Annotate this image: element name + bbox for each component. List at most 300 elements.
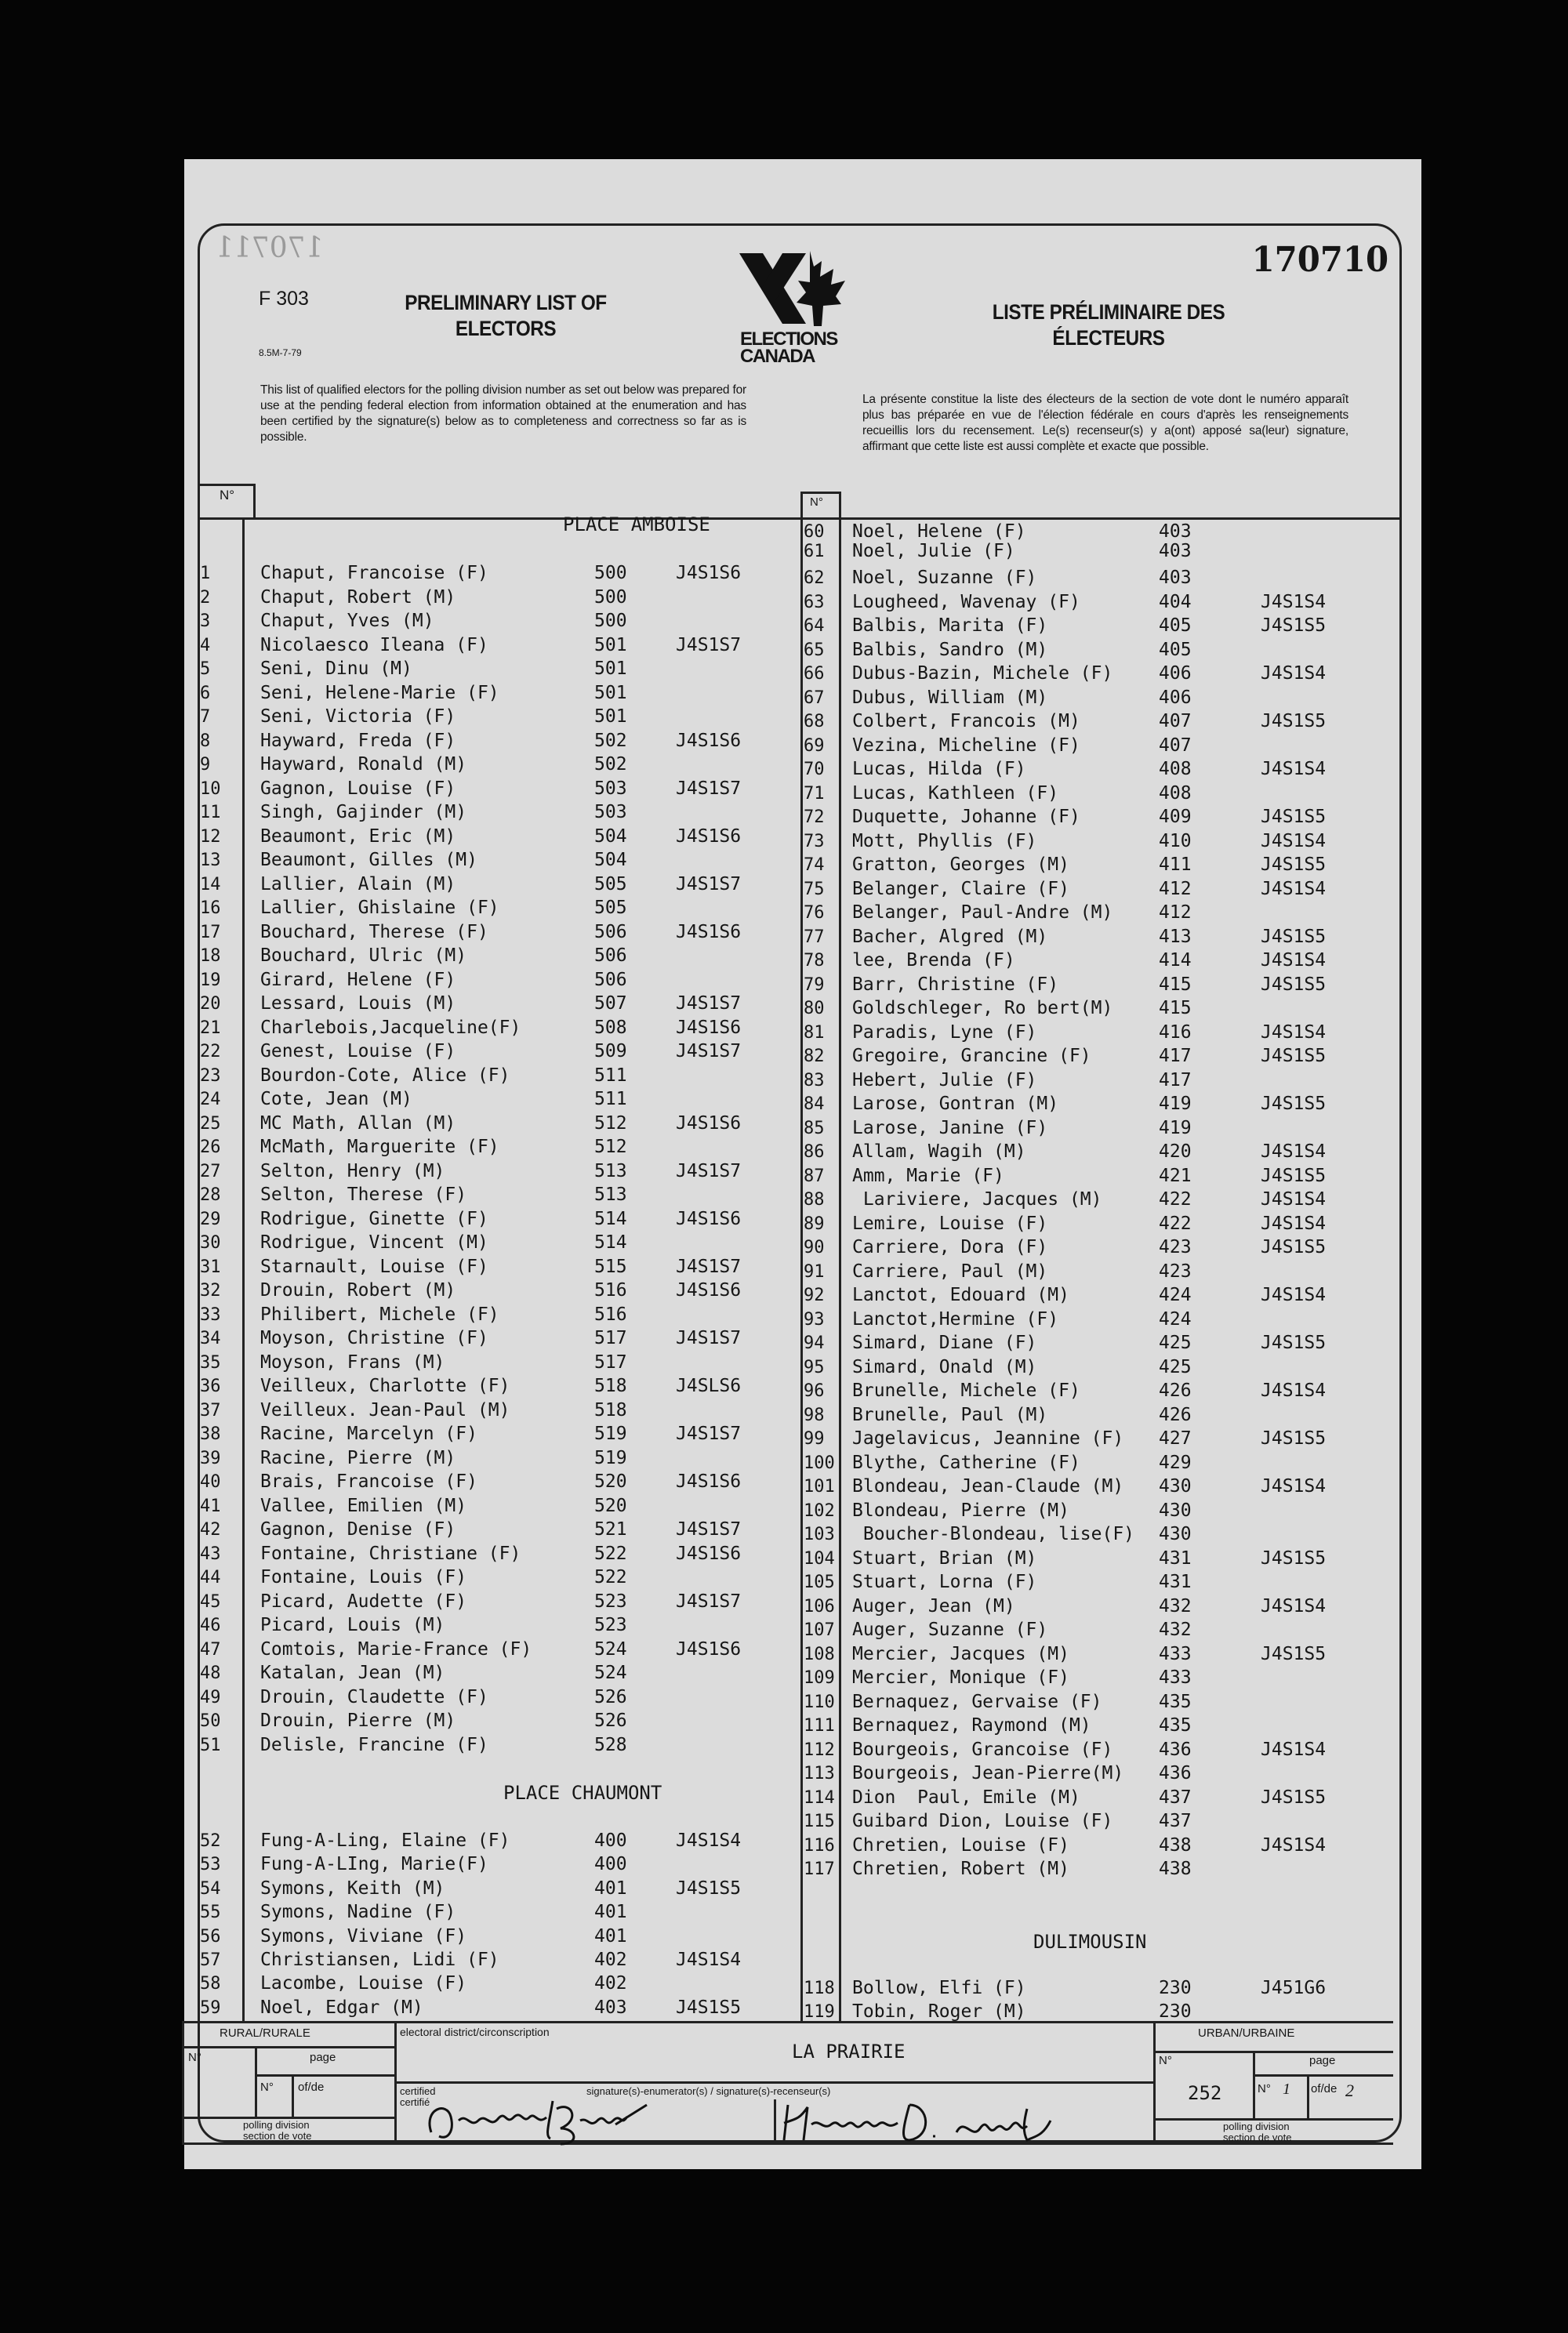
left-number-divider xyxy=(242,517,245,2021)
elector-name: Picard, Louis (M) xyxy=(260,1615,445,1635)
elector-address-number: 430 xyxy=(1159,1476,1192,1497)
elector-address-number: 406 xyxy=(1159,687,1192,708)
elector-name: Lariviere, Jacques (M) xyxy=(852,1189,1102,1210)
elector-name: Tobin, Roger (M) xyxy=(852,2001,1026,2022)
elector-number: 61 xyxy=(804,542,825,561)
elector-address-number: 511 xyxy=(594,1089,627,1109)
elector-name: Fontaine, Christiane (F) xyxy=(260,1543,521,1564)
logo-text-line-2: CANADA xyxy=(740,346,815,367)
rural-polling-label-1: polling division xyxy=(243,2119,310,2131)
elector-number: 62 xyxy=(804,568,825,588)
elector-address-number: 415 xyxy=(1159,998,1192,1018)
elector-postal-code: J4S1S7 xyxy=(676,1041,742,1061)
elector-number: 76 xyxy=(804,903,825,923)
elector-name: Hebert, Julie (F) xyxy=(852,1069,1037,1090)
elector-address-number: 521 xyxy=(594,1519,627,1540)
elector-address-number: 423 xyxy=(1159,1261,1192,1282)
elector-name: Starnault, Louise (F) xyxy=(260,1256,488,1277)
signature-label: signature(s)-enumerator(s) / signature(s)-recenseur(s) xyxy=(586,2085,831,2097)
elector-number: 74 xyxy=(804,855,825,875)
title-en xyxy=(379,290,633,342)
certified-label-2: certifié xyxy=(400,2096,430,2108)
elector-number: 51 xyxy=(200,1735,221,1755)
elector-number: 95 xyxy=(804,1357,825,1377)
elector-address-number: 501 xyxy=(594,682,627,703)
elector-name: Brunelle, Paul (M) xyxy=(852,1404,1048,1425)
elector-number: 89 xyxy=(804,1214,825,1234)
elector-name: Jagelavicus, Jeannine (F) xyxy=(852,1428,1124,1449)
elector-number: 87 xyxy=(804,1166,825,1186)
elector-address-number: 426 xyxy=(1159,1381,1192,1401)
elector-number: 4 xyxy=(200,635,211,655)
elector-address-number: 400 xyxy=(594,1830,627,1851)
rural-of-label: of/de xyxy=(298,2081,325,2094)
elector-name: Girard, Helene (F) xyxy=(260,969,456,990)
elector-name: Brunelle, Michele (F) xyxy=(852,1381,1080,1401)
elector-name: Christiansen, Lidi (F) xyxy=(260,1950,499,1970)
elector-address-number: 501 xyxy=(594,659,627,679)
elector-postal-code: J4S1S5 xyxy=(1261,711,1327,731)
elector-name: Selton, Therese (F) xyxy=(260,1185,467,1205)
section-heading: DULIMOUSIN xyxy=(1033,1931,1147,1953)
elector-name: Stuart, Lorna (F) xyxy=(852,1572,1037,1592)
elector-address-number: 408 xyxy=(1159,759,1192,779)
elector-number: 90 xyxy=(804,1238,825,1257)
urban-box-divider xyxy=(1153,2021,1156,2143)
elector-address-number: 417 xyxy=(1159,1046,1192,1066)
elector-name: Drouin, Robert (M) xyxy=(260,1280,456,1301)
elector-address-number: 506 xyxy=(594,921,627,942)
elector-address-number: 427 xyxy=(1159,1428,1192,1449)
elector-number: 57 xyxy=(200,1950,221,1970)
elector-name: Cote, Jean (M) xyxy=(260,1089,412,1109)
elector-name: Rodrigue, Ginette (F) xyxy=(260,1208,488,1229)
urban-page-number: 1 xyxy=(1283,2081,1290,2098)
elector-address-number: 401 xyxy=(594,1902,627,1923)
elector-name: Carriere, Paul (M) xyxy=(852,1261,1048,1282)
urban-polling-label-2: section de vote xyxy=(1223,2132,1292,2143)
elector-postal-code: J4S1S4 xyxy=(1261,1739,1327,1760)
elector-address-number: 505 xyxy=(594,873,627,894)
elector-address-number: 520 xyxy=(594,1471,627,1492)
elector-number: 7 xyxy=(200,707,211,727)
elector-address-number: 506 xyxy=(594,969,627,990)
elector-address-number: 400 xyxy=(594,1854,627,1875)
elector-number: 108 xyxy=(804,1644,835,1664)
elector-name: Blondeau, Pierre (M) xyxy=(852,1500,1069,1521)
elector-address-number: 512 xyxy=(594,1112,627,1134)
elector-address-number: 526 xyxy=(594,1686,627,1707)
elector-address-number: 412 xyxy=(1159,878,1192,899)
elector-postal-code: J4S1S7 xyxy=(676,1256,742,1277)
elector-number: 91 xyxy=(804,1261,825,1282)
elector-number: 52 xyxy=(200,1831,221,1851)
elector-name: Gregoire, Grancine (F) xyxy=(852,1046,1091,1066)
elector-name: Bourdon-Cote, Alice (F) xyxy=(260,1065,510,1086)
elector-name: Lacombe, Louise (F) xyxy=(260,1973,467,1994)
rural-polling-label-2: section de vote xyxy=(243,2130,312,2142)
elector-address-number: 438 xyxy=(1159,1859,1192,1879)
elector-postal-code: J4S1S5 xyxy=(1261,1787,1327,1808)
print-code: 8.5M-7-79 xyxy=(259,347,302,358)
elector-address-number: 522 xyxy=(594,1567,627,1587)
elector-name: Symons, Viviane (F) xyxy=(260,1925,467,1947)
elector-name: Mercier, Monique (F) xyxy=(852,1667,1069,1688)
elector-number: 13 xyxy=(200,851,221,870)
elector-postal-code: J4S1S6 xyxy=(676,563,742,583)
elector-number: 68 xyxy=(804,712,825,731)
elector-postal-code: J4S1S5 xyxy=(1261,926,1327,947)
elector-address-number: 526 xyxy=(594,1711,627,1731)
elector-number: 33 xyxy=(200,1304,221,1325)
elector-name: Noel, Julie (F) xyxy=(852,541,1015,561)
elector-number: 2 xyxy=(200,587,211,608)
elector-name: Bernaquez, Gervaise (F) xyxy=(852,1691,1102,1712)
elector-name: Mercier, Jacques (M) xyxy=(852,1643,1069,1664)
elector-address-number: 420 xyxy=(1159,1141,1192,1162)
elector-number: 26 xyxy=(200,1137,221,1157)
elector-address-number: 424 xyxy=(1159,1285,1192,1305)
elector-name: Chaput, Robert (M) xyxy=(260,586,456,608)
elector-address-number: 520 xyxy=(594,1495,627,1516)
elector-address-number: 513 xyxy=(594,1185,627,1205)
elector-postal-code: J4S1S5 xyxy=(1261,974,1327,995)
elector-number: 82 xyxy=(804,1047,825,1066)
urban-page-total: 2 xyxy=(1345,2081,1354,2100)
elector-address-number: 519 xyxy=(594,1424,627,1444)
elector-address-number: 415 xyxy=(1159,974,1192,995)
elector-postal-code: J4S1S4 xyxy=(1261,1021,1327,1043)
elector-postal-code: J4S1S4 xyxy=(1261,1213,1327,1234)
elector-name: Racine, Pierre (M) xyxy=(260,1447,456,1468)
elector-number: 16 xyxy=(200,898,221,918)
elector-number: 39 xyxy=(200,1448,221,1468)
elector-name: Lucas, Kathleen (F) xyxy=(852,782,1059,804)
elector-address-number: 437 xyxy=(1159,1811,1192,1831)
urban-rule xyxy=(1153,2051,1393,2053)
elector-name: Symons, Keith (M) xyxy=(260,1878,445,1899)
elector-number: 38 xyxy=(200,1424,221,1444)
elector-number: 25 xyxy=(200,1113,221,1134)
elector-address-number: 405 xyxy=(1159,615,1192,636)
elector-number: 114 xyxy=(804,1787,835,1808)
elector-number: 42 xyxy=(200,1520,221,1540)
elector-address-number: 430 xyxy=(1159,1500,1192,1521)
elector-postal-code: J451G6 xyxy=(1261,1978,1327,1998)
elector-name: Balbis, Sandro (M) xyxy=(852,639,1048,660)
elector-number: 14 xyxy=(200,874,221,894)
elector-address-number: 408 xyxy=(1159,782,1192,804)
elector-address-number: 432 xyxy=(1159,1620,1192,1640)
elector-name: Stuart, Brian (M) xyxy=(852,1547,1037,1569)
elector-name: Mott, Phyllis (F) xyxy=(852,830,1037,851)
elector-postal-code: J4S1S4 xyxy=(1261,878,1327,899)
elector-address-number: 422 xyxy=(1159,1189,1192,1210)
certified-label-1: certified xyxy=(400,2085,436,2097)
elector-name: Bacher, Algred (M) xyxy=(852,926,1048,947)
elector-number: 93 xyxy=(804,1309,825,1330)
rural-page-label: page xyxy=(310,2051,336,2064)
elector-name: Nicolaesco Ileana (F) xyxy=(260,634,488,655)
title-fr-line-1: LISTE PRÉLIMINAIRE DES xyxy=(992,300,1225,324)
elector-name: Lemire, Louise (F) xyxy=(852,1213,1048,1234)
elector-number: 99 xyxy=(804,1429,825,1449)
elector-address-number: 500 xyxy=(594,586,627,608)
elector-number: 102 xyxy=(804,1500,835,1521)
elector-address-number: 515 xyxy=(594,1256,627,1277)
rural-rule xyxy=(182,2046,394,2048)
elector-number: 110 xyxy=(804,1692,835,1712)
stamped-number: 170711 xyxy=(216,232,324,264)
elector-postal-code: J4S1S7 xyxy=(676,778,742,799)
elector-postal-code: J4S1S7 xyxy=(676,1591,742,1612)
elector-postal-code: J4S1S5 xyxy=(1261,615,1327,636)
elector-postal-code: J4S1S6 xyxy=(676,730,742,751)
elector-number: 21 xyxy=(200,1018,221,1038)
elector-postal-code: J4S1S7 xyxy=(676,634,742,655)
elector-name: Lanctot, Edouard (M) xyxy=(852,1285,1069,1305)
elector-name: Noel, Suzanne (F) xyxy=(852,568,1037,588)
elector-name: MC Math, Allan (M) xyxy=(260,1112,456,1134)
no-box-top-left xyxy=(198,484,256,486)
elector-postal-code: J4S1S6 xyxy=(676,825,742,847)
elector-name: Simard, Diane (F) xyxy=(852,1333,1037,1353)
elector-address-number: 438 xyxy=(1159,1834,1192,1856)
urban-page-rule xyxy=(1253,2074,1393,2077)
elector-number: 55 xyxy=(200,1903,221,1923)
elector-name: Drouin, Claudette (F) xyxy=(260,1686,488,1707)
elector-postal-code: J4SLS6 xyxy=(676,1376,742,1396)
elector-number: 43 xyxy=(200,1544,221,1564)
title-fr-line-2: ÉLECTEURS xyxy=(1052,326,1165,350)
serial-number: 170710 xyxy=(1251,240,1389,280)
elector-address-number: 431 xyxy=(1159,1572,1192,1592)
no-header-left: N° xyxy=(220,488,235,503)
elector-name: Bourgeois, Jean-Pierre(M) xyxy=(852,1763,1124,1783)
elector-postal-code: J4S1S5 xyxy=(1261,854,1327,875)
elector-postal-code: J4S1S7 xyxy=(676,1328,742,1348)
elector-number: 50 xyxy=(200,1711,221,1731)
elector-number: 58 xyxy=(200,1974,221,1994)
elector-name: Chaput, Francoise (F) xyxy=(260,563,488,583)
urban-page-no-label: N° xyxy=(1258,2082,1271,2095)
elector-address-number: 502 xyxy=(594,754,627,775)
elector-number: 48 xyxy=(200,1664,221,1683)
elector-name: Blondeau, Jean-Claude (M) xyxy=(852,1476,1124,1497)
elector-name: Gagnon, Denise (F) xyxy=(260,1519,456,1540)
elector-number: 81 xyxy=(804,1022,825,1043)
elector-address-number: 516 xyxy=(594,1304,627,1325)
elector-number: 101 xyxy=(804,1477,835,1497)
elector-number: 28 xyxy=(200,1185,221,1205)
elector-address-number: 500 xyxy=(594,611,627,631)
elector-number: 111 xyxy=(804,1716,835,1736)
elector-name: Simard, Onald (M) xyxy=(852,1356,1037,1377)
elector-postal-code: J4S1S6 xyxy=(676,1112,742,1134)
elector-number: 35 xyxy=(200,1352,221,1373)
elector-address-number: 416 xyxy=(1159,1021,1192,1043)
elector-postal-code: J4S1S4 xyxy=(1261,950,1327,971)
elector-address-number: 412 xyxy=(1159,902,1192,923)
elector-postal-code: J4S1S4 xyxy=(1261,1834,1327,1856)
elector-name: Seni, Dinu (M) xyxy=(260,659,412,679)
urban-polling-number: 252 xyxy=(1188,2082,1222,2104)
elector-postal-code: J4S1S5 xyxy=(676,1997,742,2018)
elector-number: 5 xyxy=(200,659,211,679)
elector-name: Bouchard, Ulric (M) xyxy=(260,945,467,966)
no-header-right: N° xyxy=(810,495,823,509)
elector-address-number: 436 xyxy=(1159,1763,1192,1783)
elector-postal-code: J4S1S7 xyxy=(676,1424,742,1444)
elector-name: Selton, Henry (M) xyxy=(260,1160,445,1181)
elector-name: Blythe, Catherine (F) xyxy=(852,1452,1080,1473)
elector-address-number: 523 xyxy=(594,1591,627,1612)
elector-name: Lessard, Louis (M) xyxy=(260,993,456,1014)
elector-number: 69 xyxy=(804,735,825,756)
elector-address-number: 406 xyxy=(1159,663,1192,684)
elector-number: 104 xyxy=(804,1548,835,1569)
section-heading: PLACE AMBOISE xyxy=(563,513,710,535)
elector-name: Guibard Dion, Louise (F) xyxy=(852,1811,1113,1831)
elector-address-number: 409 xyxy=(1159,807,1192,827)
elector-number: 60 xyxy=(804,522,825,542)
elector-postal-code: J4S1S4 xyxy=(1261,830,1327,851)
elector-number: 34 xyxy=(200,1329,221,1348)
rural-page-divider xyxy=(292,2074,294,2117)
elector-address-number: 230 xyxy=(1159,1978,1192,1998)
elector-postal-code: J4S1S5 xyxy=(1261,1547,1327,1569)
elector-name: Dion Paul, Emile (M) xyxy=(852,1787,1080,1808)
elector-name: Gratton, Georges (M) xyxy=(852,854,1069,875)
elector-address-number: 509 xyxy=(594,1041,627,1061)
elector-name: Chretien, Robert (M) xyxy=(852,1859,1069,1879)
elector-name: lee, Brenda (F) xyxy=(852,950,1015,971)
elector-address-number: 431 xyxy=(1159,1547,1192,1569)
elector-postal-code: J4S1S7 xyxy=(676,993,742,1014)
elector-postal-code: J4S1S6 xyxy=(676,1471,742,1492)
rural-page-no-label: N° xyxy=(260,2081,274,2094)
elector-postal-code: J4S1S4 xyxy=(1261,1141,1327,1162)
elector-number: 41 xyxy=(200,1496,221,1516)
no-box-top-right xyxy=(800,492,841,494)
elector-name: Belanger, Paul-Andre (M) xyxy=(852,902,1113,923)
elector-number: 32 xyxy=(200,1281,221,1301)
elector-name: McMath, Marguerite (F) xyxy=(260,1137,499,1157)
elector-number: 98 xyxy=(804,1405,825,1425)
elector-address-number: 410 xyxy=(1159,830,1192,851)
district-value: LA PRAIRIE xyxy=(792,2041,906,2063)
elector-address-number: 513 xyxy=(594,1160,627,1181)
elector-name: Hayward, Freda (F) xyxy=(260,730,456,751)
elector-number: 1 xyxy=(200,564,211,583)
elector-name: Drouin, Pierre (M) xyxy=(260,1711,456,1731)
elector-address-number: 504 xyxy=(594,850,627,870)
elector-name: Singh, Gajinder (M) xyxy=(260,802,467,822)
elector-number: 45 xyxy=(200,1591,221,1612)
elector-postal-code: J4S1S4 xyxy=(1261,1189,1327,1210)
elector-postal-code: J4S1S6 xyxy=(676,1208,742,1229)
elector-name: Carriere, Dora (F) xyxy=(852,1237,1048,1257)
elector-address-number: 503 xyxy=(594,778,627,799)
elector-address-number: 403 xyxy=(1159,541,1192,561)
urban-polling-label-1: polling division xyxy=(1223,2121,1290,2132)
elector-address-number: 407 xyxy=(1159,735,1192,756)
elector-name: Comtois, Marie-France (F) xyxy=(260,1638,532,1660)
elector-name: Seni, Helene-Marie (F) xyxy=(260,682,499,703)
elector-name: Lanctot,Hermine (F) xyxy=(852,1308,1059,1330)
elector-postal-code: J4S1S5 xyxy=(1261,1428,1327,1449)
elector-address-number: 519 xyxy=(594,1447,627,1468)
elector-address-number: 403 xyxy=(594,1997,627,2018)
elector-address-number: 437 xyxy=(1159,1787,1192,1808)
elector-name: Philibert, Michele (F) xyxy=(260,1304,499,1325)
title-en-line-1: PRELIMINARY LIST OF xyxy=(405,291,607,314)
section-heading: PLACE CHAUMONT xyxy=(503,1782,662,1804)
elector-name: Racine, Marcelyn (F) xyxy=(260,1424,477,1444)
elector-address-number: 522 xyxy=(594,1543,627,1564)
elector-address-number: 500 xyxy=(594,563,627,583)
elector-number: 9 xyxy=(200,755,211,775)
elector-number: 65 xyxy=(804,640,825,660)
elector-address-number: 517 xyxy=(594,1328,627,1348)
elector-address-number: 504 xyxy=(594,825,627,847)
elector-name: Chretien, Louise (F) xyxy=(852,1834,1069,1856)
elector-number: 88 xyxy=(804,1190,825,1210)
rural-no-divider xyxy=(255,2046,257,2117)
elector-address-number: 403 xyxy=(1159,568,1192,588)
elector-number: 24 xyxy=(200,1090,221,1109)
elector-name: Gagnon, Louise (F) xyxy=(260,778,456,799)
elector-address-number: 508 xyxy=(594,1017,627,1038)
urban-label: URBAN/URBAINE xyxy=(1198,2026,1295,2040)
title-fr xyxy=(967,299,1250,351)
elector-number: 10 xyxy=(200,778,221,799)
elector-number: 19 xyxy=(200,970,221,990)
elector-name: Auger, Jean (M) xyxy=(852,1595,1015,1616)
elector-name: Noel, Edgar (M) xyxy=(260,1997,423,2018)
urban-no-divider xyxy=(1253,2051,1255,2118)
elector-name: Veilleux, Charlotte (F) xyxy=(260,1376,510,1396)
elector-address-number: 405 xyxy=(1159,639,1192,660)
elector-name: Genest, Louise (F) xyxy=(260,1041,456,1061)
elector-address-number: 417 xyxy=(1159,1069,1192,1090)
elector-postal-code: J4S1S5 xyxy=(1261,1046,1327,1066)
elector-address-number: 402 xyxy=(594,1973,627,1994)
x-maple-leaf-icon xyxy=(735,249,877,328)
elector-address-number: 506 xyxy=(594,945,627,966)
elector-number: 12 xyxy=(200,826,221,847)
elector-postal-code: J4S1S4 xyxy=(1261,663,1327,684)
elector-number: 100 xyxy=(804,1453,835,1473)
elector-number: 80 xyxy=(804,999,825,1018)
no-box-side-left xyxy=(253,484,256,517)
elector-name: Rodrigue, Vincent (M) xyxy=(260,1232,488,1253)
elector-name: Duquette, Johanne (F) xyxy=(852,807,1080,827)
elections-canada-logo xyxy=(735,249,877,367)
elector-number: 72 xyxy=(804,807,825,827)
elector-number: 47 xyxy=(200,1639,221,1660)
elector-name: Balbis, Marita (F) xyxy=(852,615,1048,636)
elector-address-number: 230 xyxy=(1159,2001,1192,2022)
elector-address-number: 430 xyxy=(1159,1524,1192,1544)
elector-address-number: 523 xyxy=(594,1615,627,1635)
elector-postal-code: J4S1S6 xyxy=(676,1017,742,1038)
elector-name: Beaumont, Gilles (M) xyxy=(260,850,477,870)
elector-name: Belanger, Claire (F) xyxy=(852,878,1069,899)
elector-name: Vezina, Micheline (F) xyxy=(852,735,1080,756)
elector-address-number: 425 xyxy=(1159,1356,1192,1377)
elector-number: 22 xyxy=(200,1042,221,1061)
